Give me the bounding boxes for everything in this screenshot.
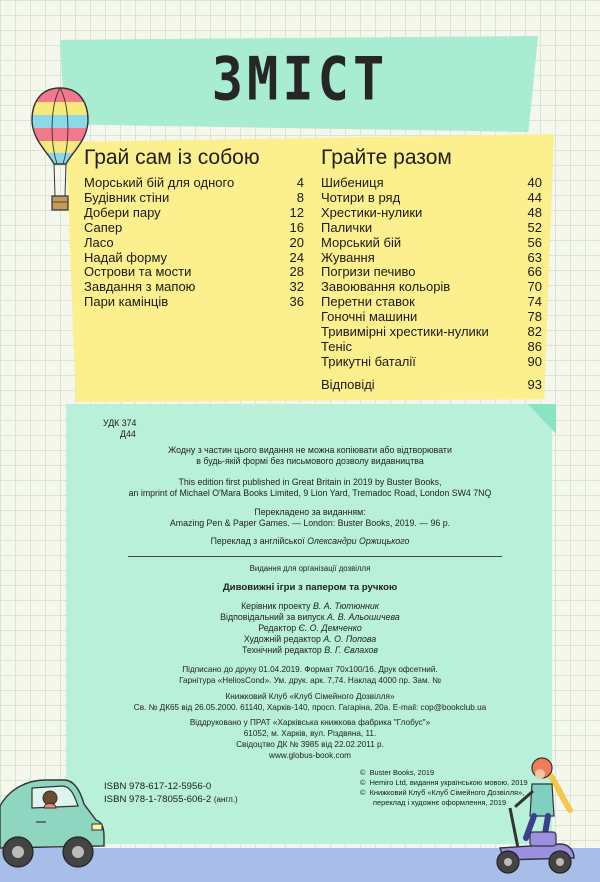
list-item[interactable]: Трикутні баталії 90 — [321, 353, 542, 369]
printer-info: Віддруковано у ПРАТ «Харківська книжкова фабрика "Глобус"» 61052, м. Харків, вул. Різдвяна, 11. Свідоцтво ДК № 3985 від 22.02.2011 р. www.globus-book.com — [189, 718, 431, 760]
list-item[interactable]: Морський бій для одного 4 — [84, 175, 304, 190]
list-item[interactable]: Острови та мости 28 — [84, 264, 304, 280]
isbn-english: ISBN 978-1-78055-606-2 (англ.) — [104, 794, 238, 805]
staff-line: Художній редактор А. О. Попова — [243, 634, 377, 644]
staff-credits — [100, 601, 520, 656]
list-item[interactable]: Завдання з мапою 32 — [84, 279, 304, 295]
list-item[interactable]: Жування 63 — [321, 249, 542, 265]
staff-line: Керівник проекту В. А. Тютюнник — [241, 601, 379, 611]
isbn-block — [104, 780, 238, 806]
list-item[interactable]: Гоночні машини 78 — [321, 309, 542, 325]
list-item[interactable]: Перетни ставок 74 — [321, 294, 542, 310]
staff-line: Технічний редактор В. Г. Євлахов — [242, 645, 378, 655]
book-title: Дивовижні ігри з папером та ручкою — [222, 582, 398, 593]
list-item[interactable]: Пари камінців 36 — [84, 294, 304, 310]
list-item[interactable]: Добери пару 12 — [84, 204, 304, 220]
divider — [128, 556, 502, 557]
together-heading: Грайте разом — [321, 146, 452, 169]
translation-source: Перекладено за виданням: Amazing Pen & Paper Games. — London: Buster Books, 2019. — 96 p. — [169, 507, 451, 528]
staff-line: Відповідальний за випуск А. В. Альошичева — [220, 612, 400, 622]
list-item[interactable]: Морський бій 56 — [321, 234, 542, 250]
page-title: ЗМІСТ — [211, 45, 389, 115]
copyright-line: © Hemiro Ltd, видання українською мовою, 2019 — [360, 778, 528, 787]
edition-notice: This edition first published in Great Britain in 2019 by Buster Books, an imprint of Michael O'Mara Books Limited, 9 Lion Yard, Tremadoc Road, London SW4 7NQ — [128, 477, 492, 498]
list-item[interactable]: Теніс 86 — [321, 338, 542, 354]
together-section — [321, 146, 542, 393]
list-item[interactable]: Завоювання кольорів 70 — [321, 279, 542, 295]
scooter-rider-icon — [490, 752, 576, 878]
list-item[interactable]: Шибениця 40 — [321, 175, 542, 190]
list-item[interactable]: Палички 52 — [321, 219, 542, 235]
list-item[interactable]: Ласо 20 — [84, 234, 304, 250]
list-item[interactable]: Надай форму 24 — [84, 249, 304, 265]
list-item[interactable]: Погризи печиво 66 — [321, 264, 542, 280]
udk-block — [103, 418, 136, 440]
solo-list — [84, 176, 304, 310]
answers-item[interactable]: Відповіді 93 — [321, 376, 542, 392]
list-item[interactable]: Будівник стіни 8 — [84, 189, 304, 205]
list-item[interactable]: Чотири в ряд 44 — [321, 189, 542, 205]
translator: Переклад з англійської Олександри Оржицького — [210, 536, 410, 546]
together-list — [321, 176, 542, 393]
copyright-line: переклад і художнє оформлення, 2019 — [373, 798, 507, 807]
copyright-line: © Книжковий Клуб «Клуб Сімейного Дозвілля», — [360, 788, 525, 797]
list-item[interactable]: Тривимірні хрестики-нулики 82 — [321, 324, 542, 340]
isbn-ukrainian: ISBN 978-617-12-5956-0 — [104, 781, 212, 792]
hot-air-balloon-icon — [30, 86, 90, 218]
print-details: Підписано до друку 01.04.2019. Формат 70x100/16. Друк офсетний. Гарнітура «HeliosCond». Ум. друк. арк. 7,74. Наклад 4000 пр. Зам. № — [179, 665, 441, 685]
rights-notice: Жодну з частин цього видання не можна копіювати або відтворювати в будь-якій формі без письмового дозволу видавництва — [168, 445, 452, 466]
solo-heading: Грай сам із собою — [84, 146, 260, 169]
copyright-line: © Buster Books, 2019 — [360, 768, 435, 777]
list-item[interactable]: Хрестики-нулики 48 — [321, 204, 542, 220]
list-item[interactable]: Сапер 16 — [84, 219, 304, 235]
solo-section — [84, 146, 304, 310]
catalog-code: Д44 — [120, 429, 136, 439]
staff-line: Редактор Є. О. Демченко — [258, 623, 362, 633]
car-icon — [0, 776, 106, 876]
publisher-info: Книжковий Клуб «Клуб Сімейного Дозвілля» Св. № ДК65 від 26.05.2000. 61140, Харків-140, просп. Гагаріна, 20а. E-mail: cop@bookclub.ua — [133, 692, 487, 712]
organization-label: Видання для організації дозвілля — [249, 564, 371, 573]
udk-code: УДК 374 — [103, 418, 137, 428]
